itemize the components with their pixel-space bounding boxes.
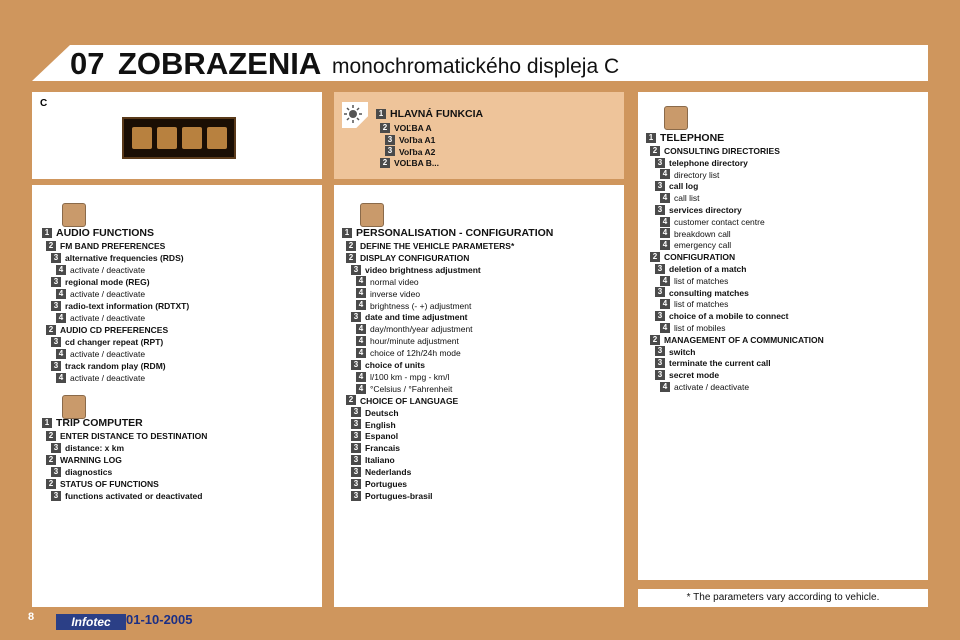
level-badge: 3 [655,205,665,215]
display-screen [122,117,236,159]
list-item-level-3 [351,310,468,323]
personalisation-title-row [342,227,553,239]
list-item-text: activate / deactivate [70,348,146,359]
list-item-level-4 [56,371,145,384]
list-item-level-4 [356,299,471,312]
level-badge: 4 [56,373,66,383]
list-item-level-2 [346,239,514,252]
list-item-level-3 [351,418,396,431]
level-badge: 1 [42,418,52,428]
list-item-text: list of matches [674,299,729,310]
list-item-level-4 [56,287,145,300]
list-item-level-4 [56,347,145,360]
list-item-level-3 [51,335,163,348]
level-badge: 4 [660,299,670,309]
list-item-level-3 [51,275,150,288]
level-badge: 4 [660,169,670,179]
list-item-level-2 [380,156,439,169]
audio-trip-panel [32,185,322,607]
level-badge: 4 [56,313,66,323]
list-item-level-3 [351,406,399,419]
level-badge: 3 [51,337,61,347]
infotec-logo: Infotec [56,614,126,630]
level-badge: 2 [650,252,660,262]
main-function-panel [334,92,624,179]
level-badge: 4 [660,193,670,203]
list-item-text: activate / deactivate [70,372,146,383]
list-item-text: alternative frequencies (RDS) [65,252,184,263]
list-item-text: activate / deactivate [70,288,146,299]
telephone-title-row [646,132,724,144]
brightness-icon [342,102,368,128]
list-item-level-3 [351,477,407,490]
list-item-text: activate / deactivate [70,264,146,275]
level-badge: 3 [655,158,665,168]
list-item-text: switch [669,346,696,357]
list-item-text: day/month/year adjustment [370,324,473,335]
list-item-level-2 [46,239,165,252]
level-badge: 3 [655,370,665,380]
list-item-text: hour/minute adjustment [370,335,459,346]
level-badge: 3 [655,264,665,274]
level-badge: 3 [351,360,361,370]
level-badge: 3 [351,431,361,441]
level-badge: 4 [660,240,670,250]
list-item-text: Portugues-brasil [365,490,433,501]
media-icon [157,127,177,149]
list-item-level-3 [351,358,425,371]
level-badge: 2 [46,325,56,335]
settings-icon [360,203,384,227]
list-item-level-2 [346,251,469,264]
list-item-text: DISPLAY CONFIGURATION [360,252,470,263]
level-badge: 3 [385,146,395,156]
audio-title: AUDIO FUNCTIONS [56,227,154,240]
telephone-panel [638,92,928,580]
level-badge: 4 [660,382,670,392]
list-item-level-4 [356,334,459,347]
list-item-text: VOĽBA A [394,122,432,133]
level-badge: 4 [356,336,366,346]
level-badge: 4 [56,349,66,359]
main-function-title-row [376,108,483,120]
edition-date: 01-10-2005 [126,612,193,627]
list-item-level-4 [356,287,420,300]
level-badge: 4 [356,300,366,310]
list-item-text: track random play (RDM) [65,360,166,371]
list-item-level-3 [351,489,433,502]
list-item-level-2 [46,429,207,442]
list-item-level-3 [51,465,112,478]
list-item-text: VOĽBA B... [394,158,440,169]
list-item-text: l/100 km - mpg - km/l [370,371,450,382]
list-item-level-3 [51,489,202,502]
list-item-level-4 [56,311,145,324]
level-badge: 3 [351,312,361,322]
level-badge: 2 [346,241,356,251]
list-item-text: activate / deactivate [674,381,750,392]
footnote: * The parameters vary according to vehicle. [686,592,880,603]
level-badge: 3 [51,467,61,477]
level-badge: 1 [646,133,656,143]
list-item-text: inverse video [370,288,421,299]
level-badge: 2 [46,431,56,441]
level-badge: 3 [655,181,665,191]
level-badge: 1 [342,228,352,238]
list-item-text: brightness (- +) adjustment [370,300,472,311]
level-badge: 3 [655,358,665,368]
level-badge: 3 [351,491,361,501]
list-item-text: CONSULTING DIRECTORIES [664,145,780,156]
list-item-text: °Celsius / °Fahrenheit [370,383,453,394]
list-item-level-4 [356,370,449,383]
level-badge: 3 [655,311,665,321]
level-badge: 4 [356,276,366,286]
list-item-level-3 [351,453,395,466]
level-badge: 3 [351,467,361,477]
page-subtitle: monochromatického displeja C [332,55,620,78]
personalisation-panel [334,185,624,607]
list-item-level-3 [351,465,411,478]
list-item-text: customer contact centre [674,216,765,227]
list-item-text: emergency call [674,240,732,251]
level-badge: 3 [351,265,361,275]
level-badge: 4 [356,324,366,334]
list-item-text: deletion of a match [669,263,747,274]
list-item-text: date and time adjustment [365,312,468,323]
level-badge: 4 [660,276,670,286]
list-item-text: Italiano [365,454,395,465]
level-badge: 4 [56,289,66,299]
list-item-text: diagnostics [65,466,113,477]
list-item-text: Deutsch [365,407,399,418]
page-title: ZOBRAZENIA [118,46,322,81]
list-item-text: choice of a mobile to connect [669,310,789,321]
list-item-text: MANAGEMENT OF A COMMUNICATION [664,334,824,345]
level-badge: 4 [660,228,670,238]
list-item-level-4 [56,263,145,276]
list-item-text: directory list [674,169,720,180]
level-badge: 4 [660,323,670,333]
chapter-number: 07 [70,46,105,81]
level-badge: 3 [51,443,61,453]
list-item-text: call list [674,192,700,203]
list-item-text: regional mode (REG) [65,276,150,287]
list-item-text: call log [669,181,699,192]
trip-title-row [42,417,143,429]
list-item-text: Portugues [365,478,408,489]
list-item-level-4 [356,346,461,359]
list-item-text: WARNING LOG [60,454,122,465]
list-item-text: breakdown call [674,228,731,239]
list-item-text: choice of 12h/24h mode [370,347,461,358]
list-item-text: services directory [669,204,742,215]
audio-title-row [42,227,154,239]
level-badge: 2 [46,455,56,465]
list-item-level-4 [356,275,419,288]
list-item-text: choice of units [365,359,425,370]
personalisation-title: PERSONALISATION - CONFIGURATION [356,227,554,240]
list-item-text: Voľba A2 [399,146,436,157]
list-item-level-3 [51,251,184,264]
list-item-text: FM BAND PREFERENCES [60,240,166,251]
list-item-level-2 [46,477,159,490]
level-badge: 3 [351,479,361,489]
level-badge: 3 [351,455,361,465]
level-badge: 4 [356,372,366,382]
list-item-level-3 [351,429,398,442]
list-item-text: ENTER DISTANCE TO DESTINATION [60,430,208,441]
list-item-text: functions activated or deactivated [65,490,203,501]
list-item-level-4 [660,380,749,393]
list-item-text: English [365,419,396,430]
level-badge: 3 [351,419,361,429]
list-item-text: secret mode [669,369,720,380]
footnote-box [638,589,928,607]
telephone-title: TELEPHONE [660,132,725,145]
level-badge: 4 [660,217,670,227]
list-item-text: radio-text information (RDTXT) [65,300,190,311]
list-item-text: Voľba A1 [399,134,436,145]
level-badge: 3 [51,277,61,287]
level-badge: 2 [346,253,356,263]
list-item-level-3 [51,441,124,454]
list-item-text: normal video [370,276,419,287]
list-item-text: Francais [365,443,400,454]
list-item-text: AUDIO CD PREFERENCES [60,324,169,335]
level-badge: 3 [51,253,61,263]
list-item-level-3 [51,299,189,312]
level-badge: 2 [46,479,56,489]
list-item-level-2 [46,323,168,336]
list-item-text: consulting matches [669,287,749,298]
trip-title: TRIP COMPUTER [56,417,143,430]
level-badge: 3 [51,301,61,311]
list-item-text: list of matches [674,275,729,286]
level-badge: 3 [655,287,665,297]
list-item-text: CONFIGURATION [664,251,736,262]
main-function-title: HLAVNÁ FUNKCIA [390,108,484,121]
level-badge: 3 [351,443,361,453]
level-badge: 2 [346,395,356,405]
list-item-text: DEFINE THE VEHICLE PARAMETERS* [360,240,515,251]
list-item-level-2 [346,394,458,407]
radio-icon [132,127,152,149]
level-badge: 3 [351,407,361,417]
list-item-text: Nederlands [365,466,412,477]
trip-computer-section-icon [62,395,86,419]
level-badge: 4 [356,384,366,394]
list-item-text: CHOICE OF LANGUAGE [360,395,459,406]
level-badge: 2 [650,146,660,156]
list-item-text: STATUS OF FUNCTIONS [60,478,159,489]
level-badge: 2 [650,335,660,345]
list-item-text: distance: x km [65,442,125,453]
level-badge: 4 [56,265,66,275]
page-number: 8 [28,611,35,623]
audio-icon [62,203,86,227]
list-item-level-3 [351,263,481,276]
list-item-text: video brightness adjustment [365,264,481,275]
list-item-text: list of mobiles [674,322,726,333]
level-badge: 2 [380,123,390,133]
list-item-text: Espanol [365,431,399,442]
level-badge: 4 [356,348,366,358]
list-item-text: activate / deactivate [70,312,146,323]
list-item-text: telephone directory [669,157,748,168]
telephone-section-icon [664,106,688,130]
level-badge: 1 [42,228,52,238]
list-item-level-3 [351,441,400,454]
level-badge: 2 [380,158,390,168]
display-c-panel [32,92,322,179]
level-badge: 2 [46,241,56,251]
list-item-text: terminate the current call [669,358,771,369]
display-c-label: C [40,98,48,109]
list-item-level-2 [46,453,122,466]
level-badge: 3 [51,361,61,371]
level-badge: 4 [356,288,366,298]
level-badge: 3 [385,135,395,145]
list-item-level-4 [356,322,473,335]
level-badge: 3 [655,346,665,356]
phone-icon [207,127,227,149]
trip-computer-icon [182,127,202,149]
list-item-text: cd changer repeat (RPT) [65,336,164,347]
level-badge: 1 [376,109,386,119]
list-item-level-4 [356,382,452,395]
level-badge: 3 [51,491,61,501]
list-item-level-3 [51,359,166,372]
